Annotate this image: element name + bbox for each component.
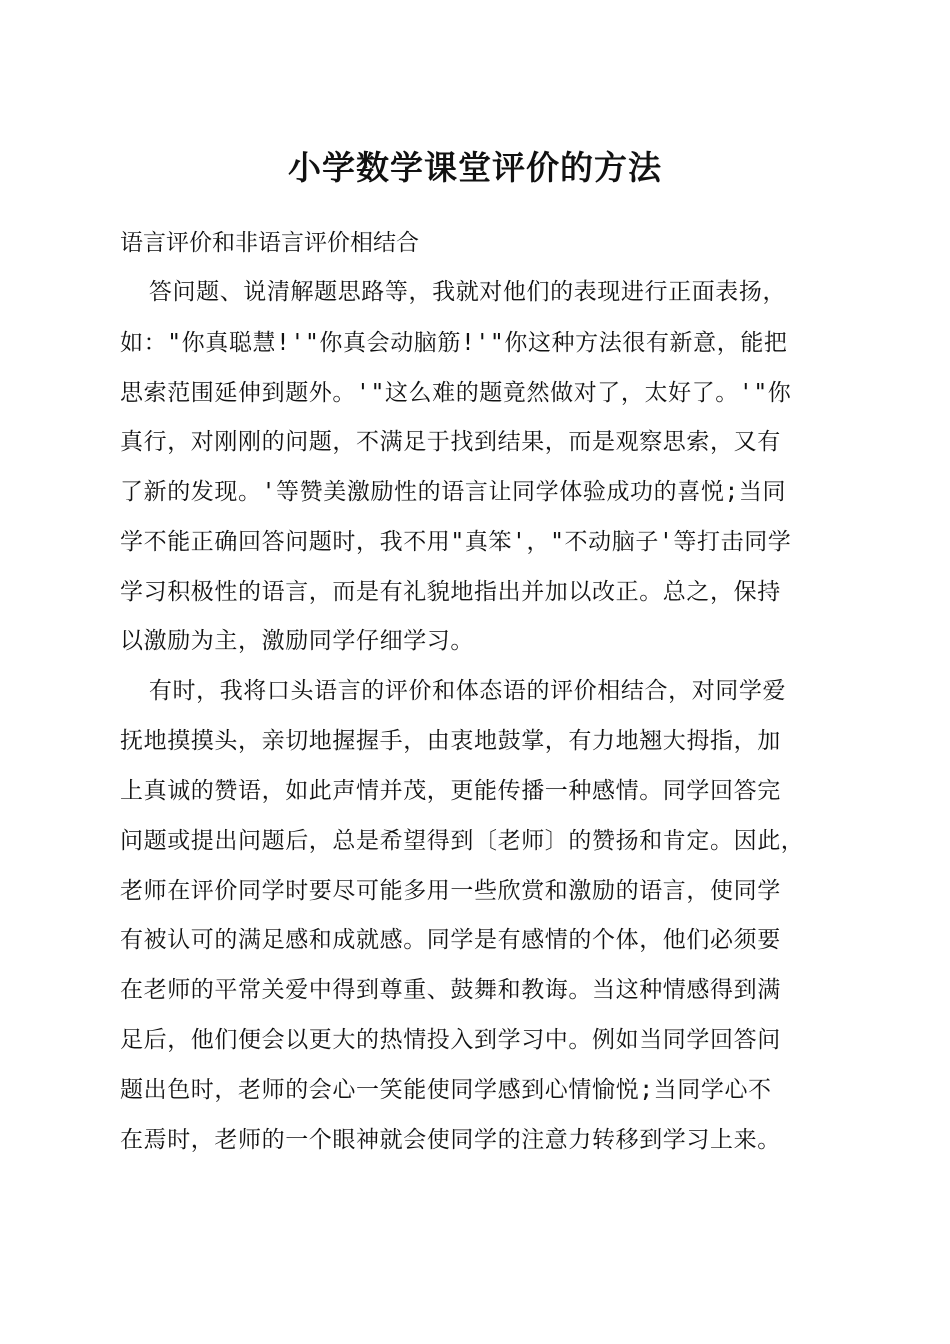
- paragraph-line: 思索范围延伸到题外。'"这么难的题竟然做对了，太好了。'"你: [120, 380, 792, 406]
- paragraph-line: 在老师的平常关爱中得到尊重、鼓舞和教诲。当这种情感得到满: [120, 977, 781, 1003]
- document-title: 小学数学课堂评价的方法: [288, 148, 662, 187]
- paragraph-line: 抚地摸摸头，亲切地握握手，由衷地鼓掌，有力地翘大拇指，加: [120, 728, 781, 754]
- paragraph-line: 足后，他们便会以更大的热情投入到学习中。例如当同学回答问: [120, 1027, 781, 1053]
- paragraph-line: 答问题、说清解题思路等，我就对他们的表现进行正面表扬，: [120, 279, 787, 305]
- paragraph-line: 真行，对刚刚的问题，不满足于找到结果，而是观察思索，又有: [120, 429, 781, 455]
- paragraph-line: 老师在评价同学时要尽可能多用一些欣赏和激励的语言，使同学: [120, 878, 781, 904]
- paragraph-line: 题出色时，老师的会心一笑能使同学感到心情愉悦;当同学心不: [120, 1077, 772, 1103]
- paragraph-line: 如："你真聪慧!'"你真会动脑筋!'"你这种方法很有新意，能把: [120, 330, 788, 356]
- paragraph-line: 了新的发现。'等赞美激励性的语言让同学体验成功的喜悦;当同: [120, 479, 787, 505]
- paragraph-line: 学不能正确回答问题时，我不用"真笨'，"不动脑子'等打击同学: [120, 529, 792, 555]
- paragraph-line: 问题或提出问题后，总是希望得到〔老师〕的赞扬和肯定。因此，: [120, 828, 805, 854]
- paragraph-line: 以激励为主，激励同学仔细学习。: [120, 628, 474, 654]
- paragraph-line: 在焉时，老师的一个眼神就会使同学的注意力转移到学习上来。: [120, 1127, 781, 1153]
- paragraph-line: 上真诚的赞语，如此声情并茂，更能传播一种感情。同学回答完: [120, 778, 781, 804]
- paragraph-line: 学习积极性的语言，而是有礼貌地指出并加以改正。总之，保持: [120, 579, 781, 605]
- paragraph-line: 有时，我将口头语言的评价和体态语的评价相结合，对同学爱: [120, 678, 787, 704]
- section-subheading: 语言评价和非语言评价相结合: [120, 230, 419, 256]
- paragraph-line: 有被认可的满足感和成就感。同学是有感情的个体，他们必须要: [120, 927, 781, 953]
